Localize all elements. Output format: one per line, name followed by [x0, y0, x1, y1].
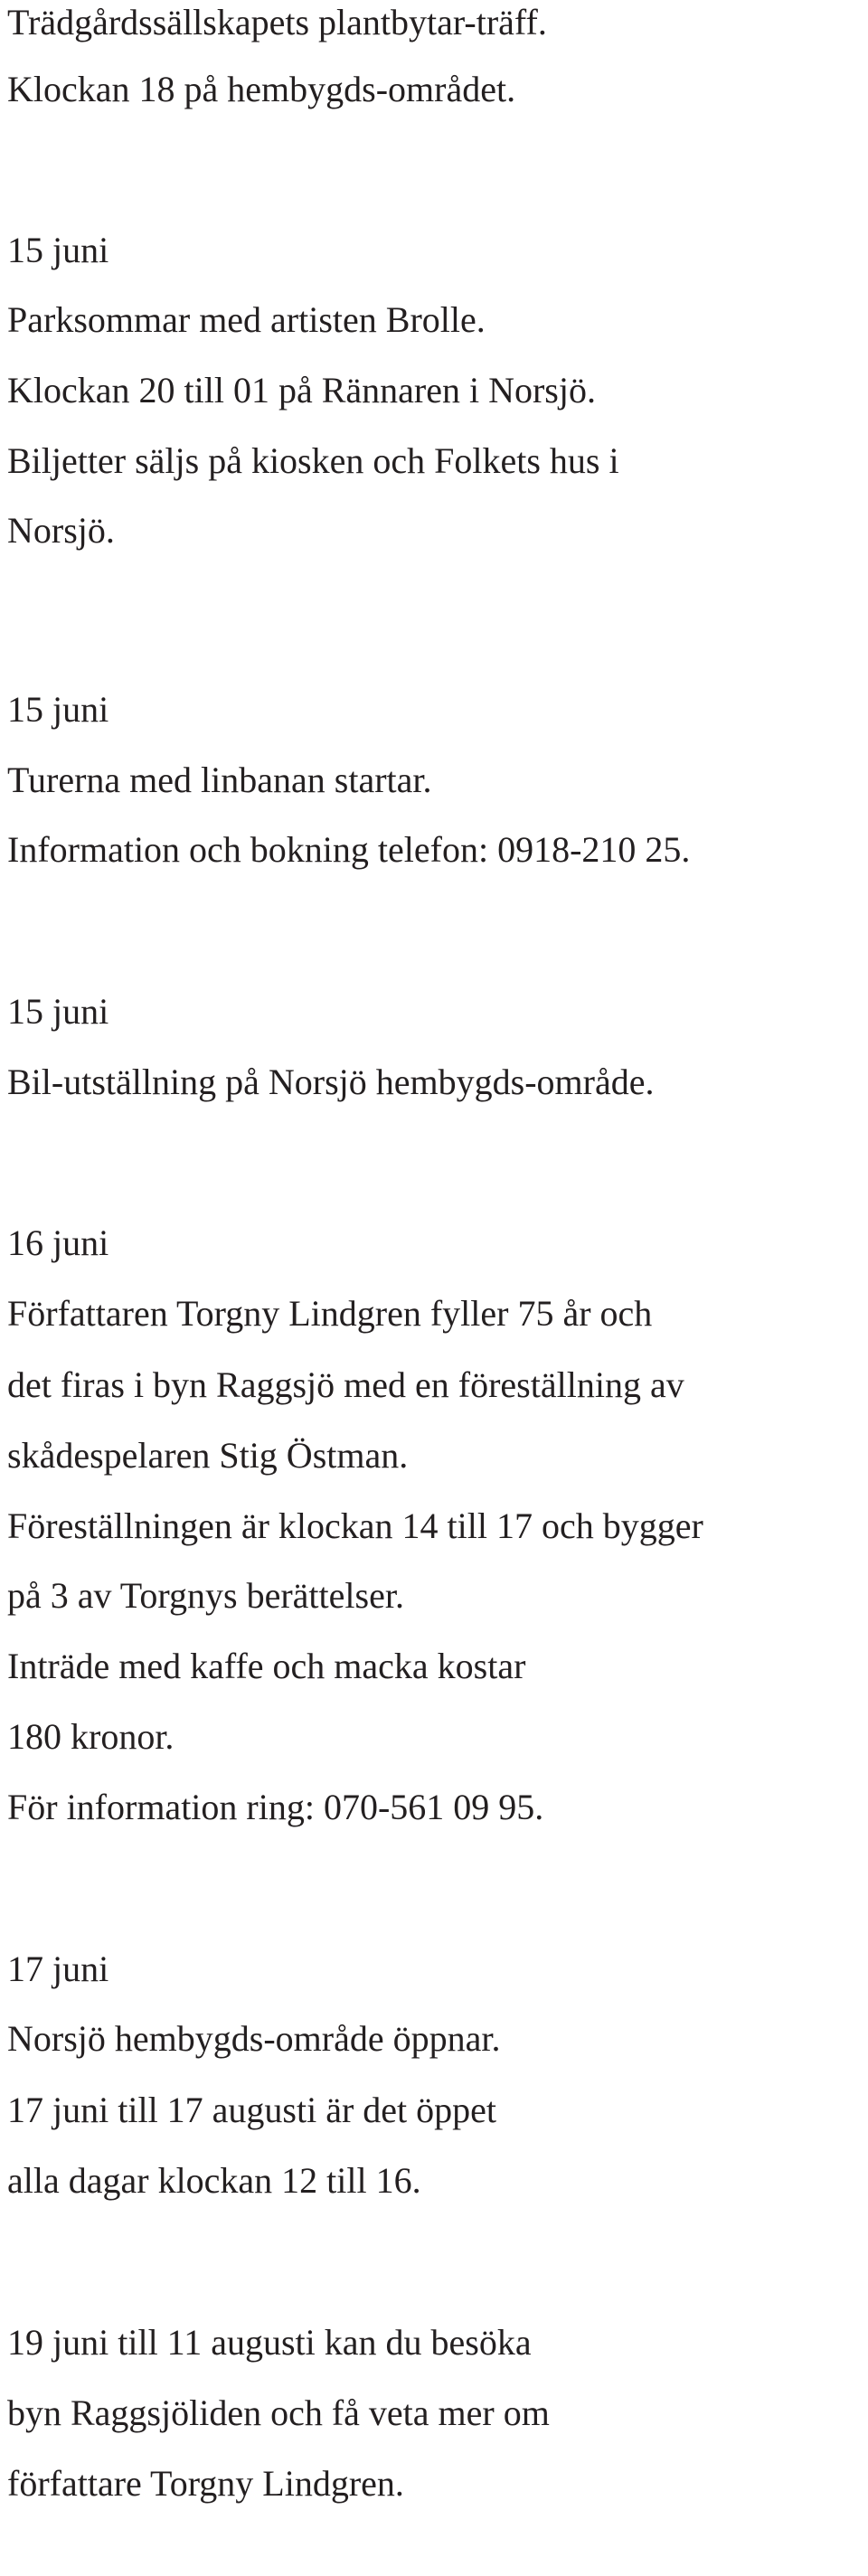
event-text-line: Biljetter säljs på kiosken och Folkets hus i [7, 440, 619, 481]
event-date: 16 juni [7, 1222, 109, 1263]
event-date: 17 juni [7, 1949, 109, 1989]
event-text-line: 17 juni till 17 augusti är det öppet [7, 2090, 497, 2130]
event-text-line: byn Raggsjöliden och få veta mer om [7, 2392, 550, 2433]
event-text-line: Klockan 20 till 01 på Rännaren i Norsjö. [7, 370, 596, 410]
event-text-line: författare Torgny Lindgren. [7, 2463, 404, 2504]
event-text-line: Inträde med kaffe och macka kostar [7, 1646, 526, 1686]
event-text-line: Norsjö hembygds-område öppnar. [7, 2018, 501, 2059]
event-text-line: Trädgårdssällskapets plantbytar-träff. [7, 2, 547, 42]
event-text-line: Föreställningen är klockan 14 till 17 och bygger [7, 1505, 703, 1546]
event-text-line: på 3 av Torgnys berättelser. [7, 1575, 404, 1616]
event-text-line: 180 kronor. [7, 1716, 175, 1757]
event-text-line: Bil-utställning på Norsjö hembygds-område. [7, 1062, 655, 1102]
event-text-line: Turerna med linbanan startar. [7, 760, 432, 800]
event-text-line: Norsjö. [7, 510, 115, 551]
event-date: 15 juni [7, 689, 109, 730]
event-text-line: Information och bokning telefon: 0918-210 25. [7, 829, 691, 870]
event-text-line: Författaren Torgny Lindgren fyller 75 år och [7, 1293, 653, 1334]
event-text-line: För information ring: 070-561 09 95. [7, 1787, 544, 1827]
event-text-line: det firas i byn Raggsjö med en föreställning av [7, 1364, 684, 1405]
event-text-line: Klockan 18 på hembygds-området. [7, 69, 516, 109]
event-text-line: 19 juni till 11 augusti kan du besöka [7, 2322, 532, 2363]
event-text-line: Parksommar med artisten Brolle. [7, 299, 486, 340]
event-text-line: alla dagar klockan 12 till 16. [7, 2160, 421, 2201]
event-text-line: skådespelaren Stig Östman. [7, 1435, 409, 1476]
event-date: 15 juni [7, 991, 109, 1032]
event-date: 15 juni [7, 230, 109, 270]
